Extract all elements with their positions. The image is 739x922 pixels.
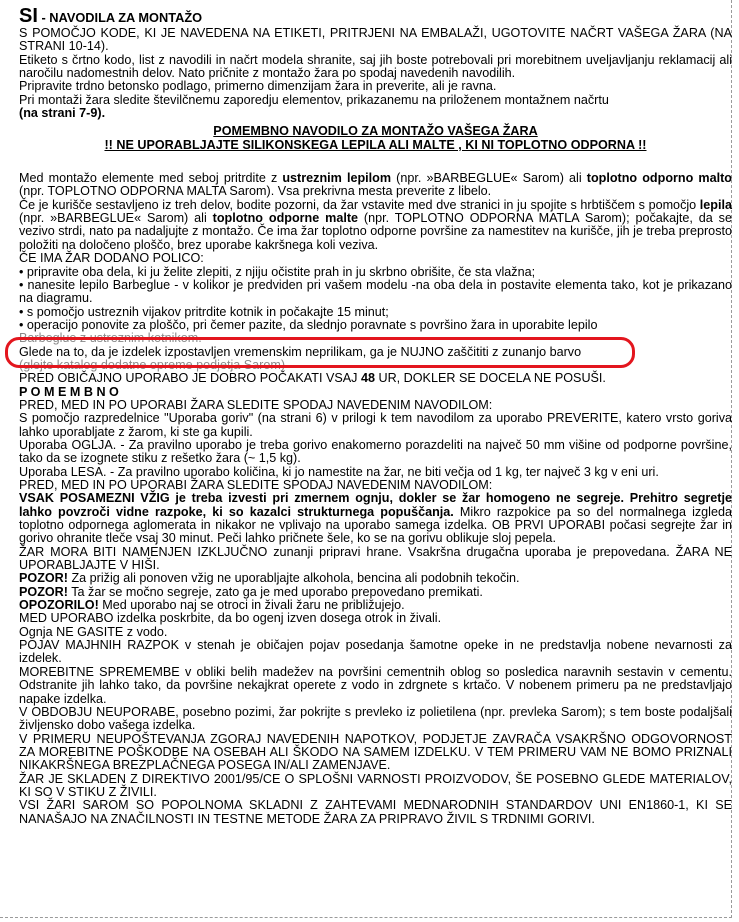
paragraph: Ognja NE GASITE z vodo.: [19, 624, 168, 639]
paragraph: Če je kurišče sestavljeno iz treh delov, bodite pozorni, da žar vstavite med dve stranici in ju spojite s hrbtiščem s pomočjo lepila (npr. »BARBEGLUE« Sarom) ali toplotno odporne malte (npr. TOPLOTNO ODPORNA MATLA Sarom); počakajte, da se vezivo strdi, nato pa nadaljujte z montažo. Če ima žar toplotno odporne površine za namestitev na kurišče, jih je treba preprosto položiti na določeno ploščo, brez uporabe kakršnega koli veziva.: [19, 197, 732, 252]
paragraph: VSAK POSAMEZNI VŽIG je treba izvesti pri zmernem ognju, dokler se žar homogeno ne segreje. Prehitro segretje lahko povzroči vidne razpoke, ki so kazalci strukturnega popuščanja. Mikro razpokice pa so del normalnega izgleda toplotno odpornega aglomerata in nikakor ne vplivajo na uporabo samega izdelka. OB PRVI UPORABI počasi segrejte žar in gorivo ohranite tleče vsaj 30 minut. Peči lahko pričnete šele, ko se na gorivu oblikuje sloj pepela.: [19, 491, 732, 546]
paragraph: ČE IMA ŽAR DODANO POLICO:: [19, 251, 204, 266]
paragraph: PRED, MED IN PO UPORABI ŽARA SLEDITE SPODAJ NAVEDENIM NAVODILOM:: [19, 478, 493, 492]
highlighted-paragraph: Glede na to, da je izdelek izpostavljen vremenskim neprilikam, ga je NUJNO zaščititi z zunanjo barvo: [19, 344, 582, 359]
document-body: [19, 7, 732, 826]
paragraph: OPOZORILO! Med uporabo naj se otroci in živali žaru ne približujejo.: [19, 598, 405, 613]
paragraph: MOREBITNE SPREMEMBE v obliki belih madežev na površini cementnih oblog so posledica naravnih sestavin v cementu. Odstranite jih lahko tako, da površine nekajkrat operete z vodo in zdrgnete s krtačo. V nobenem primeru pa ne predstavljajo napake izdelka.: [19, 664, 732, 706]
list-item: • operacijo ponovite za ploščo, pri čemer pazite, da slednjo poravnate s površino žara in uporabite lepilo: [19, 317, 598, 332]
list-item: • nanesite lepilo Barbeglue - v kolikor je predviden pri vašem modelu -na oba dela in postavite elementa tako, kot je prikazano na diagramu.: [19, 277, 732, 306]
paragraph: POJAV MAJHNIH RAZPOK v stenah je običajen pojav posedanja šamotne opeke in ne predstavlja nobene nevarnosti za izdelek.: [19, 638, 732, 666]
paragraph: ŽAR MORA BITI NAMENJEN IZKLJUČNO zunanji pripravi hrane. Vsakršna drugačna uporaba je prepovedana. ŽARA NE UPORABLJAJTE V HIŠI.: [19, 544, 732, 573]
language-code: SI: [19, 5, 38, 27]
paragraph: V OBDOBJU NEUPORABE, posebno pozimi, žar pokrijte s prevleko iz polietilena (npr. prevleka Sarom); s tem boste podaljšali življensko dobo vašega izdelka.: [19, 704, 732, 733]
list-item-struck: Barbeglue z ustreznim kotnikom.: [19, 331, 202, 346]
important-heading: POMEMBNO NAVODILO ZA MONTAŽO VAŠEGA ŽARA: [213, 124, 538, 139]
paragraph: Med montažo elemente med seboj pritrdite z ustreznim lepilom (npr. »BARBEGLUE« Sarom) ali toplotno odporno malto (npr. TOPLOTNO ODPORNA MALTA Sarom). Vsa prekrivna mesta preverite z libelo.: [19, 171, 733, 199]
intro-paragraph: (na strani 7-9).: [19, 106, 106, 121]
title-text: - NAVODILA ZA MONTAŽO: [41, 10, 203, 25]
intro-paragraph: S POMOČJO KODE, KI JE NAVEDENA NA ETIKETI, PRITRJENI NA EMBALAŽI, UGOTOVITE NAČRT VAŠEGA ŽARA (NA STRANI 10-14).: [19, 26, 732, 54]
list-item: • pripravite oba dela, ki ju želite zlepiti, z njiju očistite prah in ju skrbno obrišite, če sta vlažna;: [19, 264, 536, 279]
intro-paragraph: Etiketo s črtno kodo, list z navodili in načrt modela shranite, saj jih boste potrebovali pri morebitnem uveljavljanju reklamacij ali naročilu nadomestnih delov. Nato pričnite z montažo žara po spodaj navedenih navodilih.: [19, 52, 732, 81]
paragraph: PRED OBIČAJNO UPORABO JE DOBRO POČAKATI VSAJ 48 UR, DOKLER SE DOCELA NE POSUŠI.: [19, 371, 606, 386]
important-warning: !! NE UPORABLJAJTE SILIKONSKEGA LEPILA ALI MALTE , KI NI TOPLOTNO ODPORNA !!: [104, 137, 647, 152]
paragraph: MED UPORABO izdelka poskrbite, da bo ogenj izven dosega otrok in živali.: [19, 611, 442, 626]
paragraph: S pomočjo razpredelnice "Uporaba goriv" (na strani 6) v prilogi k tem navodilom za uporabo PREVERITE, katero vrsto goriva lahko uporabljate z žarom, ki ste ga kupili.: [19, 411, 732, 439]
paragraph: V PRIMERU NEUPOŠTEVANJA ZGORAJ NAVEDENIH NAPOTKOV, PODJETJE ZAVRAČA VSAKRŠNO ODGOVORNOST ZA MOREBITNE POŠKODBE NA OSEBAH ALI ŠKODO NA SAMEM IZDELKU. V TEM PRIMERU VAM NE BOMO PRIZNALI NIKAKRŠNEGA BREZPLAČNEGA POSEGA IN/ALI ZAMENJAVE.: [19, 731, 732, 773]
intro-paragraph: Pripravite trdno betonsko podlago, primerno dimenzijam žara in preverite, ali je ravna.: [19, 79, 497, 94]
section-heading: P O M E M B N O: [19, 384, 119, 399]
list-item: • s pomočjo ustreznih vijakov pritrdite kotnik in počakajte 15 minut;: [19, 304, 389, 319]
paragraph: Uporaba LESA. - Za pravilno uporabo količina, ki jo namestite na žar, ne biti večja od 1 kg, ter največ 3 kg v eni uri.: [19, 464, 659, 479]
paragraph: POZOR! Za prižig ali ponoven vžig ne uporabljajte alkohola, bencina ali podobnih tekočin.: [19, 571, 520, 586]
paragraph: PRED, MED IN PO UPORABI ŽARA SLEDITE SPODAJ NAVEDENIM NAVODILOM:: [19, 397, 493, 412]
intro-paragraph: Pri montaži žara sledite številčnemu zaporedju elementov, prikazanemu na priloženem montažnem načrtu: [19, 92, 609, 107]
paragraph: POZOR! Ta žar se močno segreje, zato ga je med uporabo prepovedano premikati.: [19, 584, 483, 599]
document-title: [19, 7, 732, 27]
paragraph: Uporaba OGLJA. - Za pravilno uporabo je treba gorivo enakomerno porazdeliti na največ 50 mm višine od podporne površine, tako da se izognete stiku z rešetko žara (~ 1,5 kg).: [19, 437, 732, 466]
paragraph-struck: (glejte katalog dodatne opreme podjetja Sarom): [19, 357, 286, 372]
paragraph: VSI ŽARI SAROM SO POPOLNOMA SKLADNI Z ZAHTEVAMI MEDNARODNIH STANDARDOV UNI EN1860-1, KI SE NANAŠAJO NA ZNAČILNOSTI IN TESTNE METODE ŽARA ZA PRIPRAVO ŽIVIL S TRDNIMI GORIVI.: [19, 798, 732, 826]
paragraph: ŽAR JE SKLADEN Z DIREKTIVO 2001/95/CE O SPLOŠNI VARNOSTI PROIZVODOV, ŠE POSEBNO GLEDE MATERIALOV, KI SO V STIKU Z ŽIVILI.: [19, 771, 732, 799]
